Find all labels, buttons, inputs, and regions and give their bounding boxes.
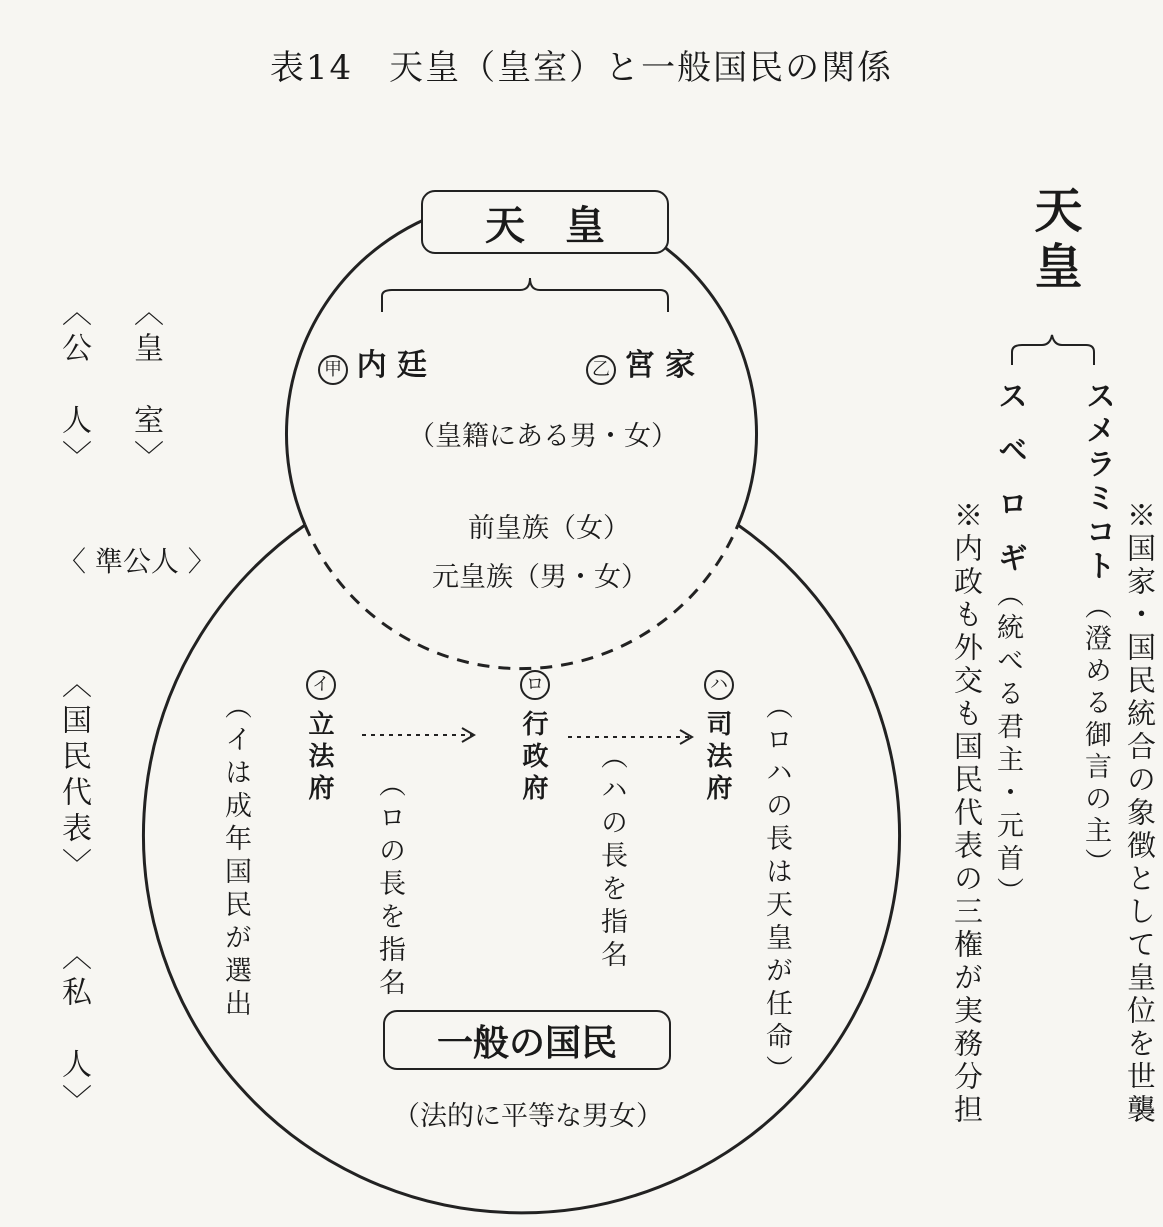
note-judicial: （ハの長を指名: [596, 742, 627, 973]
judicial-label: 司法府: [702, 710, 732, 806]
label-national-rep: 〈国民代表〉: [56, 668, 91, 884]
label-public-person: 〈公 人〉: [56, 296, 91, 476]
right-tenno: 天皇: [1026, 185, 1082, 297]
ko-mark: 甲: [318, 355, 348, 385]
upper-members: （皇籍にある男・女）: [408, 421, 678, 452]
ro-mark: ロ: [520, 670, 550, 700]
sumeramikoto: スメラミコト: [1080, 380, 1115, 584]
note-executive: （ロの長を指名: [374, 770, 405, 1001]
ha-mark: ハ: [704, 670, 734, 700]
judicial: [704, 670, 740, 806]
miyake-label: 乙 宮 家: [586, 340, 695, 385]
label-imperial-house: 〈皇 室〉: [128, 296, 163, 476]
tenno-box-label: 天 皇: [485, 202, 605, 249]
upper-brace: [382, 278, 668, 312]
label-private-person: 〈私 人〉: [56, 940, 91, 1120]
citizens-box: [383, 1010, 671, 1070]
suberogi: スベロギ: [992, 380, 1027, 596]
sumeramikoto-gloss: （澄める御言の主）: [1080, 592, 1111, 880]
executive: [520, 670, 556, 806]
former-female-royals: 前皇族（女）: [468, 513, 630, 544]
otsu-mark: 乙: [586, 355, 616, 385]
naitei-label: 甲 内 廷: [318, 340, 427, 385]
suberogi-gloss: （統べる君主・元首）: [992, 580, 1023, 910]
legislative: [306, 670, 342, 806]
tenno-box: [421, 190, 669, 254]
note-appointment: （ロハの長は天皇が任命）: [761, 692, 792, 1088]
upper-circle-dashed: [305, 525, 738, 669]
i-mark: イ: [306, 670, 336, 700]
note-three-powers: ※内政も外交も国民代表の三権が実務分担: [950, 500, 984, 1127]
legislative-label: 立法府: [304, 710, 334, 806]
page-title: 表14 天皇（皇室）と一般国民の関係: [269, 48, 894, 88]
note-symbol: ※国家・国民統合の象徴として皇位を世襲: [1123, 500, 1157, 1127]
citizens-sub: （法的に平等な男女）: [393, 1101, 663, 1132]
label-semi-public: 〈 準公人 〉: [58, 545, 216, 578]
note-legislative: （イは成年国民が選出: [220, 692, 251, 1022]
former-royals: 元皇族（男・女）: [432, 562, 648, 593]
right-brace: [1012, 335, 1094, 365]
executive-label: 行政府: [518, 710, 548, 806]
citizens-box-label: 一般の国民: [436, 1022, 617, 1064]
